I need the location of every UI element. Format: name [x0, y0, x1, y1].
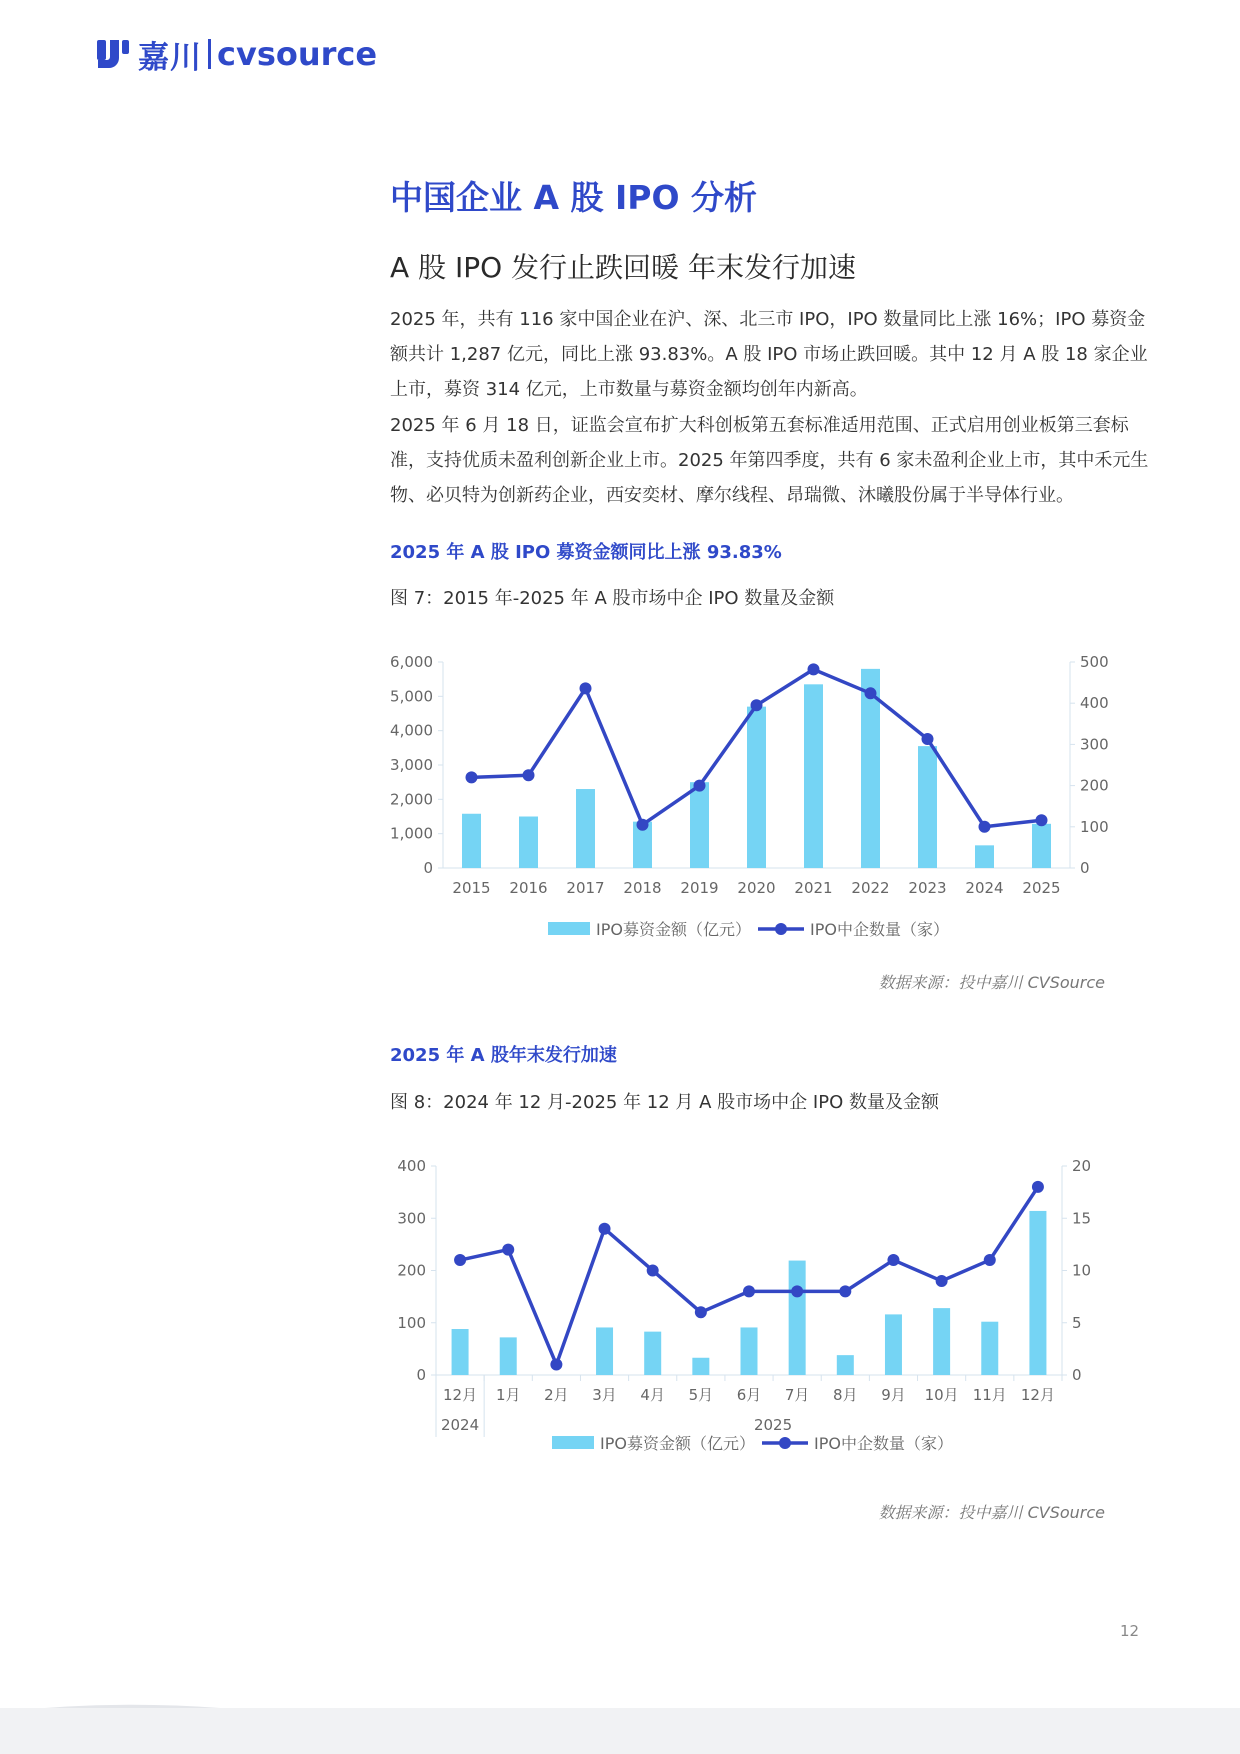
right-axis-tick-label: 200 — [1080, 776, 1109, 795]
legend-bar-label: IPO募资金额（亿元） — [600, 1434, 755, 1453]
footer-band — [0, 1708, 1240, 1754]
legend-line-marker — [775, 923, 787, 935]
left-axis-tick-label: 3,000 — [390, 756, 433, 774]
x-axis-tick-label: 2021 — [794, 879, 833, 897]
bar — [933, 1308, 950, 1375]
x-axis-tick-label: 2023 — [908, 879, 947, 897]
chart1-source: 数据来源：投中嘉川 CVSource — [878, 973, 1105, 992]
x-axis-group-label: 2025 — [753, 1416, 793, 1434]
right-axis-tick-label: 5 — [1072, 1313, 1082, 1332]
bar — [789, 1261, 806, 1375]
count-point — [751, 699, 763, 711]
left-axis-tick-label: 400 — [397, 1157, 426, 1175]
x-axis-tick-label: 5月 — [688, 1386, 714, 1404]
x-axis-tick-label: 7月 — [784, 1386, 810, 1404]
x-axis-tick-label: 2015 — [452, 879, 491, 897]
bar — [519, 817, 538, 869]
body-paragraph-2: 2025 年 6 月 18 日，证监会宣布扩大科创板第五套标准适用范围、正式启用创业板第三套标准，支持优质未盈利创新企业上市。2025 年第四季度，共有 6 家未盈利企业上市，其中禾元生物、必贝特为创新药企业，西安奕材、摩尔线程、昂瑞微、沐曦股份属于半导体行业。 — [390, 415, 1149, 506]
x-axis-tick-label: 10月 — [924, 1386, 959, 1404]
x-axis-tick-label: 2020 — [737, 879, 776, 897]
body-paragraph-1: 2025 年，共有 116 家中国企业在沪、深、北三市 IPO，IPO 数量同比上涨 16%；IPO 募资金额共计 1,287 亿元，同比上涨 93.83%。A 股 IPO 市场止跌回暖。其中 12 月 A 股 18 家企业上市，募资 314 亿元，上市数量与募资金额均创年内新高。 — [390, 309, 1148, 400]
x-axis-tick-label: 2019 — [680, 879, 719, 897]
chart2-source: 数据来源：投中嘉川 CVSource — [878, 1503, 1105, 1522]
x-axis-tick-label: 3月 — [592, 1386, 617, 1404]
count-point — [979, 821, 991, 833]
bar — [747, 707, 766, 868]
bar — [981, 1322, 998, 1375]
left-axis-tick-label: 1,000 — [390, 824, 433, 843]
annual-ipo-chart — [0, 640, 1240, 960]
count-point — [599, 1223, 611, 1235]
x-axis-tick-label: 2022 — [851, 879, 890, 897]
bar — [596, 1327, 613, 1375]
right-axis-tick-label: 100 — [1080, 817, 1109, 836]
legend-bar-label: IPO募资金额（亿元） — [596, 920, 751, 939]
x-axis-tick-label: 9月 — [881, 1386, 906, 1404]
right-axis-tick-label: 400 — [1080, 694, 1109, 713]
left-axis-tick-label: 0 — [423, 859, 433, 877]
count-point — [647, 1265, 659, 1277]
bar — [452, 1329, 469, 1375]
x-axis-tick-label: 2018 — [623, 879, 662, 897]
chart-legend — [552, 1434, 953, 1453]
logo-divider — [208, 39, 211, 69]
count-point — [887, 1254, 899, 1266]
x-axis-tick-label: 11月 — [972, 1386, 1007, 1404]
count-point — [695, 1306, 707, 1318]
count-point — [1036, 814, 1048, 826]
logo-chinese-text: 嘉川 — [138, 39, 202, 76]
x-axis-tick-label: 8月 — [833, 1386, 858, 1404]
count-point — [502, 1244, 514, 1256]
bar — [975, 845, 994, 868]
chart-legend — [548, 920, 949, 939]
bar — [837, 1355, 854, 1375]
count-point — [523, 769, 535, 781]
right-axis-tick-label: 15 — [1072, 1209, 1092, 1228]
right-axis-tick-label: 20 — [1072, 1157, 1092, 1175]
legend-bar-swatch — [552, 1436, 594, 1449]
legend-line-label: IPO中企数量（家） — [814, 1434, 953, 1453]
logo-english-text: cvsource — [217, 35, 378, 73]
x-axis-tick-label: 6月 — [736, 1386, 762, 1404]
legend-bar-swatch — [548, 922, 590, 935]
count-point — [936, 1275, 948, 1287]
count-point — [1032, 1181, 1044, 1193]
left-axis-tick-label: 100 — [397, 1313, 426, 1332]
x-axis-tick-label: 2024 — [965, 879, 1004, 897]
count-point — [454, 1254, 466, 1266]
left-axis-tick-label: 2,000 — [390, 790, 433, 809]
x-axis-tick-label: 4月 — [640, 1386, 665, 1404]
right-axis-tick-label: 0 — [1080, 859, 1090, 877]
x-axis-tick-label: 2016 — [509, 879, 548, 897]
logo — [96, 34, 377, 74]
right-axis-tick-label: 10 — [1072, 1261, 1092, 1280]
bar — [885, 1314, 902, 1375]
cvsource-logo-icon — [96, 37, 130, 71]
left-axis-tick-label: 4,000 — [390, 721, 433, 740]
legend-line-label: IPO中企数量（家） — [810, 920, 949, 939]
count-point — [694, 780, 706, 792]
figure7-title: 图 7：2015 年-2025 年 A 股市场中企 IPO 数量及金额 — [390, 588, 835, 609]
bar — [804, 684, 823, 868]
x-axis-tick-label: 12月 — [443, 1386, 478, 1404]
x-axis-group-label: 2024 — [440, 1416, 480, 1434]
bar — [1029, 1211, 1046, 1375]
page-number: 12 — [1120, 1622, 1140, 1640]
chart2-heading: 2025 年 A 股年末发行加速 — [390, 1045, 617, 1066]
x-axis-tick-label: 2月 — [544, 1386, 569, 1404]
count-point — [808, 663, 820, 675]
count-point — [865, 687, 877, 699]
subtitle: A 股 IPO 发行止跌回暖 年末发行加速 — [390, 251, 856, 284]
bar — [741, 1327, 758, 1375]
bar — [576, 789, 595, 868]
bar — [690, 782, 709, 868]
count-point — [922, 733, 934, 745]
count-point — [839, 1285, 851, 1297]
right-axis-tick-label: 0 — [1072, 1366, 1082, 1384]
left-axis-tick-label: 6,000 — [390, 653, 433, 671]
chart1-heading: 2025 年 A 股 IPO 募资金额同比上涨 93.83% — [390, 542, 782, 563]
count-point — [984, 1254, 996, 1266]
left-axis-tick-label: 300 — [397, 1209, 426, 1228]
monthly-ipo-chart — [0, 1140, 1240, 1480]
count-point — [637, 819, 649, 831]
left-axis-tick-label: 200 — [397, 1261, 426, 1280]
bar — [1032, 824, 1051, 868]
left-axis-tick-label: 5,000 — [390, 687, 433, 706]
bar — [918, 746, 937, 868]
bar — [500, 1337, 517, 1375]
count-point — [580, 682, 592, 694]
x-axis-tick-label: 2017 — [566, 879, 605, 897]
bar — [462, 814, 481, 868]
count-point — [743, 1285, 755, 1297]
count-point — [466, 771, 478, 783]
bar — [644, 1332, 661, 1375]
figure8-title: 图 8：2024 年 12 月-2025 年 12 月 A 股市场中企 IPO 数量及金额 — [390, 1092, 939, 1113]
x-axis-tick-label: 12月 — [1020, 1386, 1055, 1404]
right-axis-tick-label: 300 — [1080, 735, 1109, 754]
count-point — [550, 1359, 562, 1371]
count-point — [791, 1285, 803, 1297]
bar — [692, 1358, 709, 1375]
section-title: 中国企业 A 股 IPO 分析 — [390, 178, 758, 217]
x-axis-tick-label: 1月 — [495, 1386, 521, 1404]
x-axis-tick-label: 2025 — [1022, 879, 1061, 897]
right-axis-tick-label: 500 — [1080, 653, 1109, 671]
legend-line-marker — [779, 1437, 791, 1449]
left-axis-tick-label: 0 — [416, 1366, 426, 1384]
